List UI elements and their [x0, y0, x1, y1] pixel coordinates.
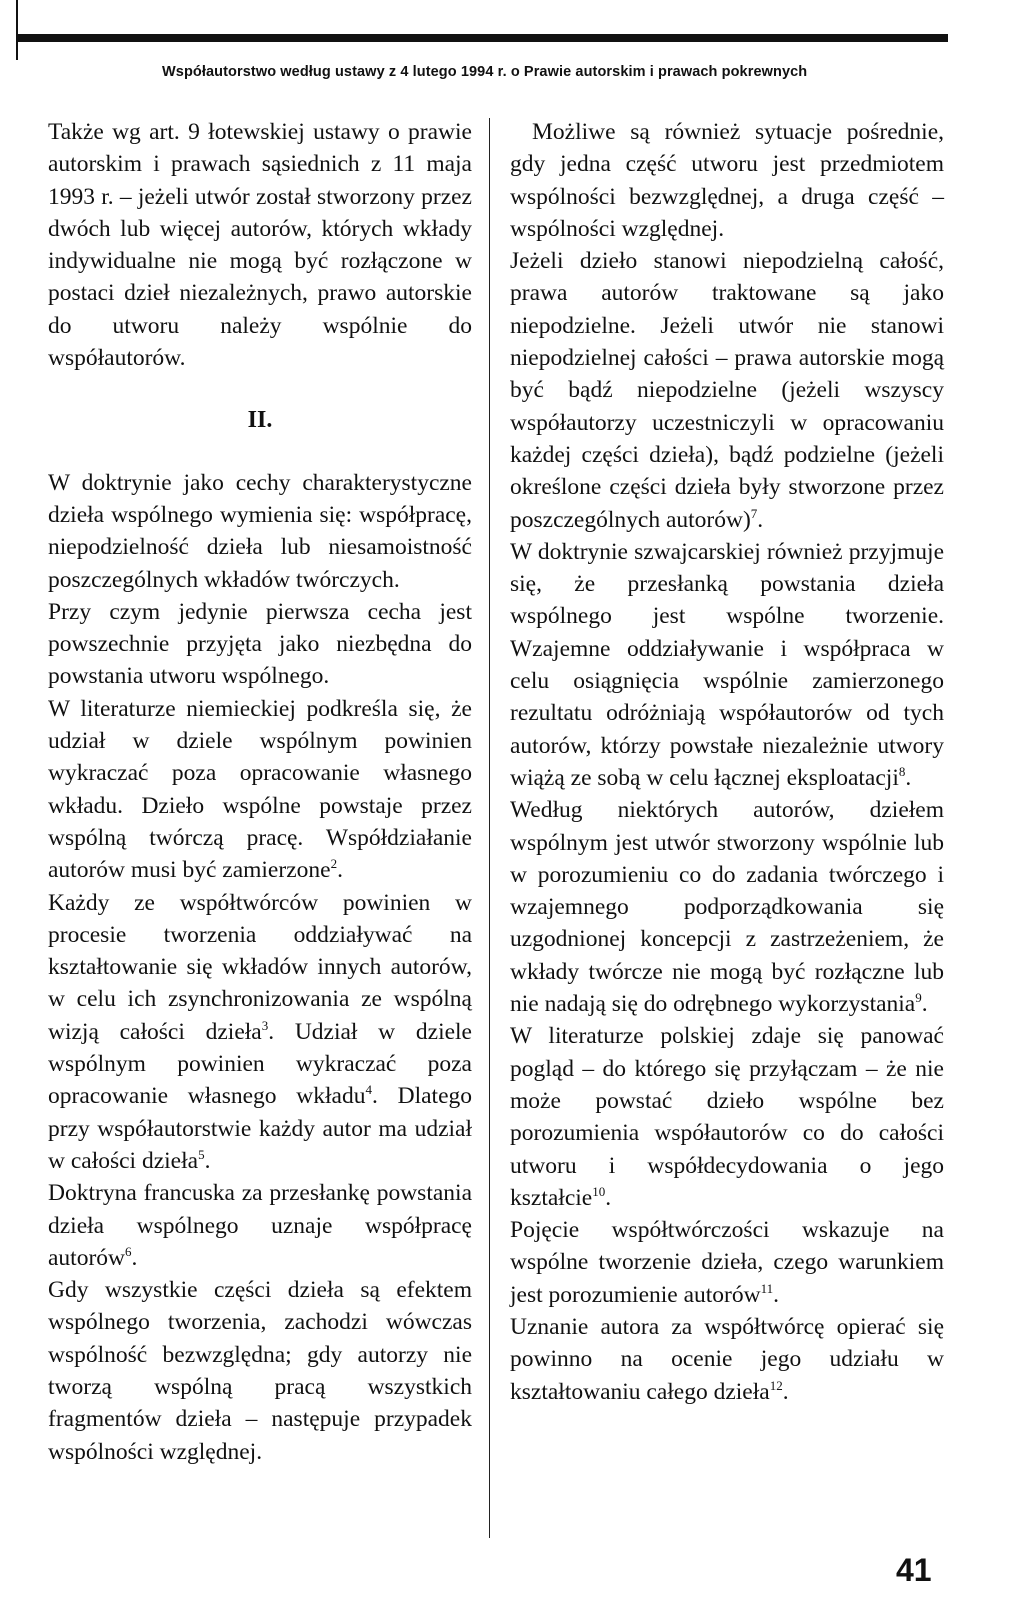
- left-edge-rule: [16, 0, 18, 60]
- text-run: W doktrynie szwajcarskiej również przyjmuje się, że przesłanką powstania dzieła wspólnego jest wspólne tworzenie. Wzajemne oddziaływanie i współpraca w celu osiągnięcia wspólnie zamierzonego rezultatu odróżniają współautorów od tych autorów, którzy powstałe niezależnie utwory wiążą ze sobą w celu łącznej eksploatacji: [510, 538, 944, 791]
- paragraph: [510, 794, 944, 1020]
- text-run: Pojęcie współtwórczości wskazuje na wspólne tworzenie dzieła, czego warunkiem jest porozumienie autorów: [510, 1217, 944, 1308]
- text-run: Doktryna francuska za przesłankę powstania dzieła wspólnego uznaje współpracę autorów: [48, 1180, 472, 1271]
- paragraph: Przy czym jedynie pierwsza cecha jest powszechnie przyjęta jako niezbędna do powstania utworu wspólnego.: [48, 598, 472, 690]
- text-run: Jeżeli dzieło stanowi niepodzielną całość, prawa autorów traktowane są jako niepodzielne. Jeżeli utwór nie stanowi niepodzielnej całości – prawa autorskie mogą być bądź niepodzielne (jeżeli wszyscy współautorzy uczestniczyli w opracowaniu każdej części dzieła), bądź podzielne (jeżeli określone części dzieła były stworzone przez poszczególnych autorów): [510, 248, 944, 533]
- text-run: .: [782, 1378, 789, 1405]
- footnote-ref: 8: [898, 764, 906, 780]
- text-run: Uznanie autora za współtwórcę opierać się powinno na ocenie jego udziału w kształtowaniu całego dzieła: [510, 1313, 944, 1405]
- text-run: .: [773, 1281, 780, 1308]
- paragraph: [48, 1177, 472, 1274]
- text-run: . Dlatego przy współautorstwie każdy autor ma udział w całości dzieła: [48, 1083, 472, 1174]
- text-run: .: [605, 1184, 612, 1211]
- section-title: II.: [247, 407, 273, 434]
- footnote-ref: 9: [915, 990, 922, 1006]
- paragraph: [510, 536, 944, 794]
- running-head: Współautorstwo według ustawy z 4 lutego 1994 r. o Prawie autorskim i prawach pokrewnych: [162, 64, 808, 80]
- paragraph: Także wg art. 9 łotewskiej ustawy o prawie autorskim i prawach sąsiednich z 11 maja 1993 r. – jeżeli utwór został stworzony przez dwóch lub więcej autorów, których wkłady indywidualne nie mogą być rozłączone w postaci dzieł niezależnych, prawo autorskie do utworu należy wspólnie do współautorów.: [48, 119, 472, 372]
- paragraph: [510, 245, 944, 536]
- right-column: [510, 116, 944, 1408]
- footnote-ref: 4: [365, 1082, 372, 1098]
- paragraph: [510, 1020, 944, 1214]
- paragraph: [48, 887, 472, 1178]
- text-run: . Udział w dziele wspólnym powinien wykraczać poza opracowanie własnego wkładu: [48, 1018, 472, 1110]
- text-run: W literaturze niemieckiej podkreśla się, że udział w dziele wspólnym powinien wykraczać poza opracowanie własnego wkładu. Dzieło wspólne powstaje przez wspólną twórczą pracę. Współdziałanie autorów musi być zamierzone: [48, 695, 472, 884]
- footnote-ref: 12: [769, 1377, 783, 1393]
- page-number: 41: [896, 1552, 932, 1588]
- text-run: .: [905, 764, 912, 791]
- paragraph: [510, 1214, 944, 1311]
- paragraph: W doktrynie jako cechy charakterystyczne dzieła wspólnego wymienia się: współpracę, niepodzielność dzieła lub niesamoistność poszczególnych wkładów twórczych.: [48, 469, 472, 593]
- header-rule: [18, 34, 948, 42]
- footnote-ref: 2: [330, 856, 338, 872]
- footnote-ref: 5: [198, 1147, 205, 1163]
- left-column: [48, 116, 472, 1468]
- text-run: .: [337, 857, 343, 884]
- text-run: Według niektórych autorów, dziełem wspólnym jest utwór stworzony wspólnie lub w porozumieniu co do zadania twórczego i wzajemnego podporządkowania się uzgodnionej koncepcji z zastrzeżeniem, że wkłady twórcze nie mogą być rozłączne lub nie nadają się do odrębnego wykorzystania: [510, 797, 944, 1018]
- footnote-ref: 11: [760, 1280, 774, 1296]
- footnote-ref: 6: [125, 1243, 132, 1259]
- text-run: .: [757, 506, 764, 533]
- text-run: .: [921, 991, 928, 1018]
- paragraph: Gdy wszystkie części dzieła są efektem wspólnego tworzenia, zachodzi wówczas wspólność bezwzględna; gdy autorzy nie tworzą wspólną pracą wszystkich fragmentów dzieła – następuje przypadek wspólności względnej.: [48, 1277, 472, 1465]
- paragraph: [48, 693, 472, 887]
- text-run: .: [131, 1244, 138, 1271]
- paragraph: Możliwe są również sytuacje pośrednie, gdy jedna część utworu jest przedmiotem wspólności bezwzględnej, a druga część – wspólności względnej.: [510, 119, 944, 242]
- footnote-ref: 10: [592, 1183, 606, 1199]
- text-run: Każdy ze współtwórców powinien w procesie tworzenia oddziaływać na kształtowanie się wkładów innych autorów, w celu ich zsynchronizowania ze wspólną wizją całości dzieła: [48, 889, 472, 1045]
- footnote-ref: 7: [750, 505, 758, 521]
- footnote-ref: 3: [261, 1017, 269, 1033]
- text-run: W literaturze polskiej zdaje się panować pogląd – do którego się przyłączam – że nie może powstać dzieło wspólne bez porozumienia współautorów co do całości utworu i współdecydowania o jego kształcie: [510, 1023, 944, 1211]
- column-divider: [489, 118, 490, 1538]
- paragraph: [510, 1311, 944, 1408]
- text-run: .: [204, 1147, 211, 1174]
